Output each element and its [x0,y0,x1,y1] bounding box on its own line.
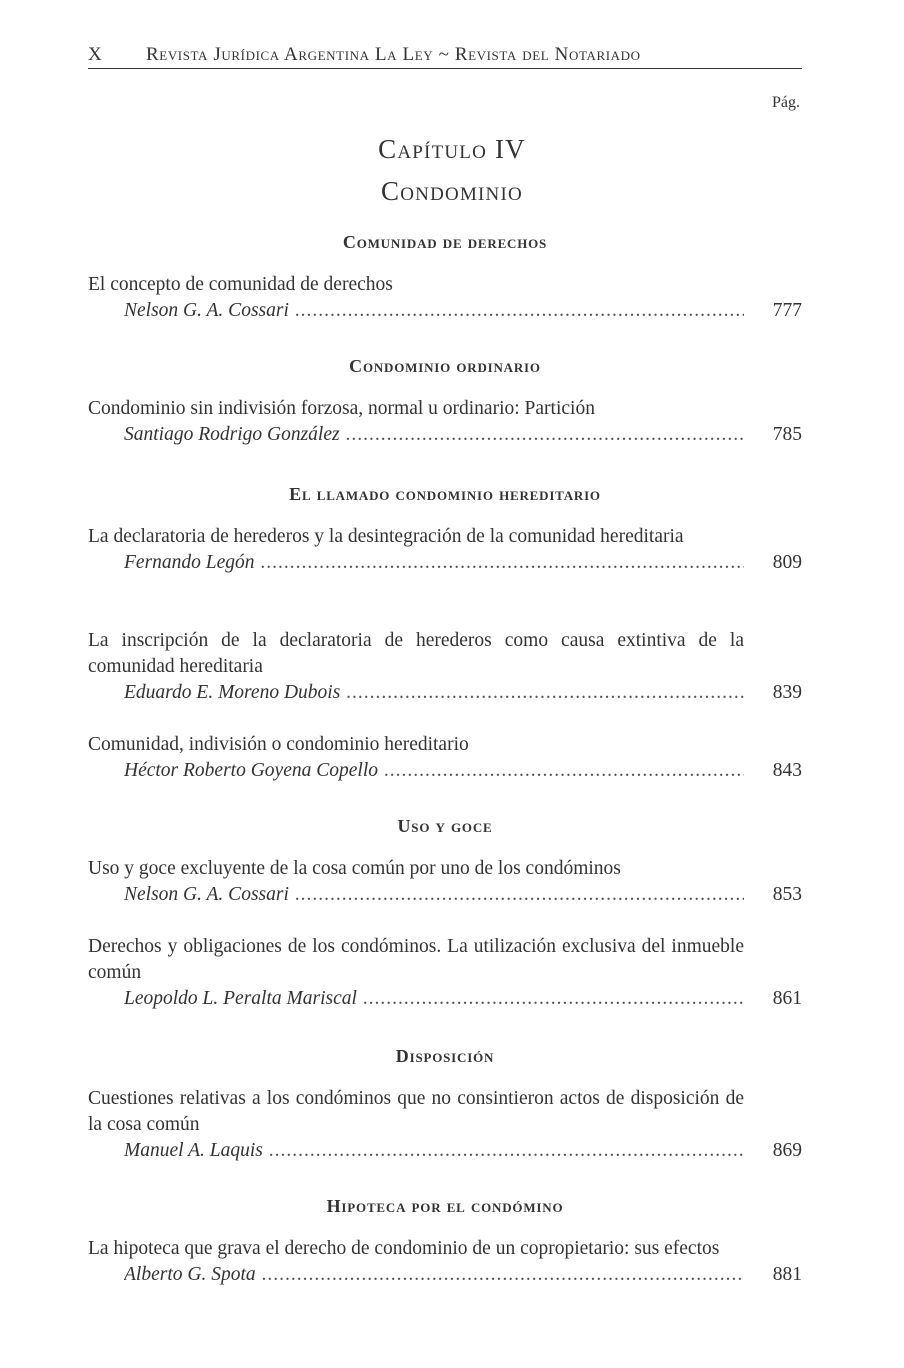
entry-title: La hipoteca que grava el derecho de condominio de un copropietario: sus efectos [88,1238,720,1259]
section-heading: Disposición [395,1046,495,1066]
entry-page: 785 [772,424,802,445]
toc-entry [88,628,802,706]
toc-entry [88,396,802,448]
page-column-label: Pág. [772,94,800,111]
toc-entry [88,272,802,324]
toc-entry [88,856,802,908]
entry-author: Héctor Roberto Goyena Copello ..... [124,758,744,784]
entry-title: Condominio sin indivisión forzosa, normal u ordinario: Partición [88,398,595,419]
entry-page: 869 [772,1140,802,1161]
entry-title: Derechos y obligaciones de los condóminos. La utilización exclusiva del inmueble común [88,936,744,983]
entry-title: Uso y goce excluyente de la cosa común por uno de los condóminos [88,858,621,879]
entry-author: Eduardo E. Moreno Dubois ..... [124,680,744,706]
chapter-number: Capítulo IV [378,134,526,164]
entry-page: 777 [772,300,802,321]
section-heading: Hipoteca por el condómino [326,1196,564,1216]
entry-author: Fernando Legón ..... [124,550,744,576]
section-heading: El llamado condominio hereditario [289,484,601,504]
section-heading: Comunidad de derechos [342,232,548,252]
entry-page: 853 [772,884,802,905]
entry-page: 861 [772,988,802,1009]
entry-title: Cuestiones relativas a los condóminos que no consintieron actos de disposición de la cosa común [88,1088,744,1135]
page-number: X [88,44,103,65]
entry-author: Alberto G. Spota ..... [124,1262,744,1288]
entry-title: La declaratoria de herederos y la desintegración de la comunidad hereditaria [88,526,684,547]
running-title: Revista Jurídica Argentina La Ley ~ Revista del Notariado [146,44,641,65]
entry-page: 809 [772,552,802,573]
entry-page: 839 [772,682,802,703]
entry-author: Santiago Rodrigo González ..... [124,422,744,448]
entry-author: Manuel A. Laquis ..... [124,1138,744,1164]
entry-author: Nelson G. A. Cossari ..... [124,298,744,324]
entry-page: 881 [772,1264,802,1285]
toc-entry [88,1236,802,1288]
entry-title: La inscripción de la declaratoria de herederos como causa extintiva de la comunidad hereditaria [88,630,744,677]
section-heading: Condominio ordinario [349,356,541,376]
entry-title: El concepto de comunidad de derechos [88,274,393,295]
entry-author: Nelson G. A. Cossari ..... [124,882,744,908]
entry-page: 843 [772,760,802,781]
entry-author: Leopoldo L. Peralta Mariscal ..... [124,986,744,1012]
toc-entry [88,524,802,576]
entry-title: Comunidad, indivisión o condominio hereditario [88,734,469,755]
toc-entry [88,732,802,784]
section-heading: Uso y goce [397,816,493,836]
chapter-title: Condominio [381,176,523,206]
toc-entry [88,934,802,1012]
running-header [88,42,802,69]
toc-entry [88,1086,802,1164]
